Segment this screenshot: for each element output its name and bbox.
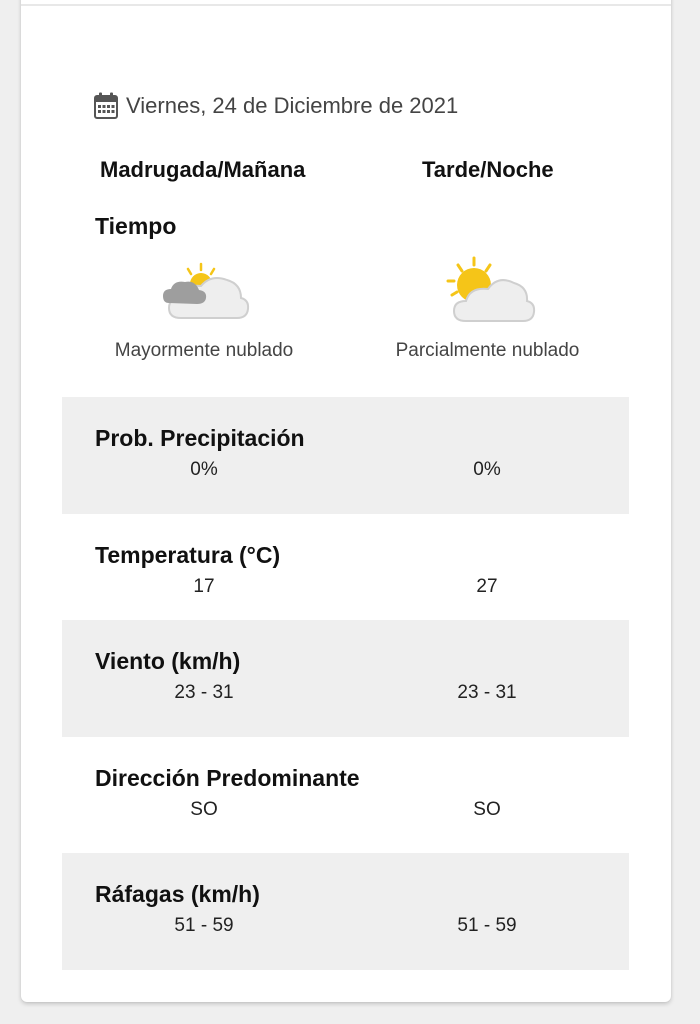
column-header-morning: Madrugada/Mañana [100, 157, 306, 182]
value-evening: 51 - 59 [457, 915, 517, 936]
table-row-gusts [62, 853, 629, 970]
value-morning: 0% [190, 459, 218, 480]
top-divider [21, 4, 671, 6]
value-evening: 23 - 31 [457, 682, 517, 703]
table-row-temperature [62, 514, 629, 631]
date-row [94, 91, 458, 121]
mostly-cloudy-icon [155, 258, 255, 328]
row-label: Prob. Precipitación [95, 425, 305, 451]
value-morning: 17 [193, 576, 215, 597]
row-label: Ráfagas (km/h) [95, 881, 260, 907]
row-label: Dirección Predominante [95, 765, 360, 791]
table-row-direction [62, 737, 629, 854]
table-row-precipitation [62, 397, 629, 514]
value-evening: SO [473, 799, 501, 820]
table-row-wind [62, 620, 629, 737]
value-morning: 51 - 59 [174, 915, 234, 936]
row-label: Viento (km/h) [95, 648, 241, 674]
weather-desc-morning: Mayormente nublado [114, 340, 294, 361]
partly-cloudy-icon [440, 255, 540, 325]
value-evening: 27 [476, 576, 498, 597]
weather-desc-evening: Parcialmente nublado [395, 340, 580, 361]
date-text: Viernes, 24 de Diciembre de 2021 [126, 93, 459, 118]
row-label: Temperatura (°C) [95, 542, 281, 568]
column-header-evening: Tarde/Noche [422, 157, 554, 182]
value-evening: 0% [473, 459, 501, 480]
value-morning: SO [190, 799, 218, 820]
calendar-icon [94, 92, 118, 120]
value-morning: 23 - 31 [174, 682, 234, 703]
weather-label: Tiempo [95, 213, 177, 239]
